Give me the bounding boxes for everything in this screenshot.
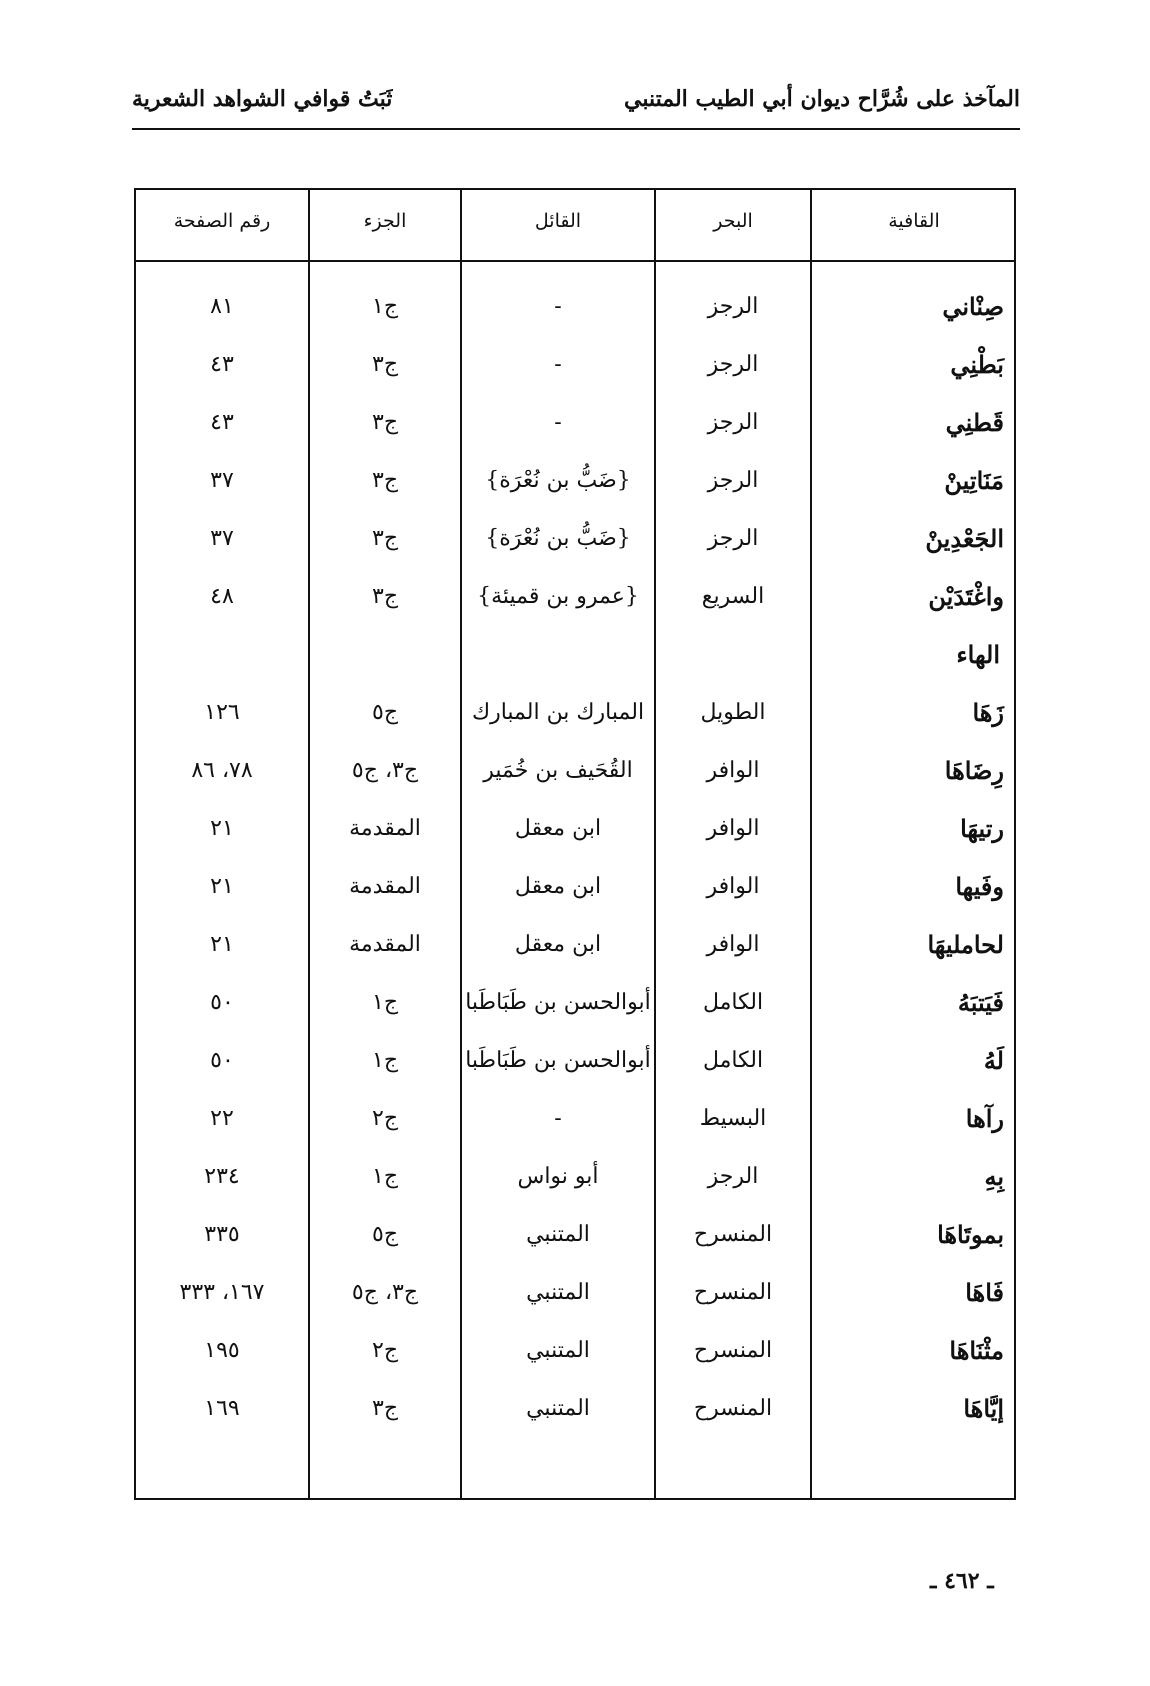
meter-cell: الكامل xyxy=(702,990,764,1015)
table-row xyxy=(136,510,1014,568)
header-page: رقم الصفحة xyxy=(173,210,271,232)
rhyme-cell: واغْتَدَيْن xyxy=(928,582,1004,611)
meter-cell: الرجز xyxy=(707,526,759,551)
poet-cell: {ضَبُّ بن نُعْرَة} xyxy=(485,468,631,493)
section-heading: الهاء xyxy=(956,640,1000,669)
book-title: المآخذ على شُرَّاح ديوان أبي الطيب المتنبي xyxy=(624,86,1020,112)
meter-cell: الرجز xyxy=(707,468,759,493)
page-number: ـ ٤٦٢ ـ xyxy=(930,1568,994,1594)
page-cell: ٣٧ xyxy=(210,526,234,551)
header-poet: القائل xyxy=(534,210,582,232)
meter-cell: الوافر xyxy=(706,816,760,841)
table-row xyxy=(136,858,1014,916)
volume-cell: ج٣ xyxy=(371,526,399,551)
page-cell: ١٦٩ xyxy=(204,1396,240,1421)
poet-cell: المتنبي xyxy=(526,1338,590,1363)
poet-cell: القُحَيف بن خُمَير xyxy=(483,758,633,783)
meter-cell: المنسرح xyxy=(693,1396,773,1421)
meter-cell: الرجز xyxy=(707,352,759,377)
poet-cell: {عمرو بن قميئة} xyxy=(477,584,639,609)
rhyme-cell: بموتَاهَا xyxy=(937,1220,1004,1249)
poet-cell: - xyxy=(554,1106,562,1131)
meter-cell: المنسرح xyxy=(693,1338,773,1363)
volume-cell: ج١ xyxy=(371,1048,399,1073)
rhyme-cell: الجَعْدِينْ xyxy=(925,524,1004,553)
table-row xyxy=(136,568,1014,626)
poet-cell: المتنبي xyxy=(526,1280,590,1305)
meter-cell: الرجز xyxy=(707,294,759,319)
table-row xyxy=(136,742,1014,800)
rhyme-cell: صِنْاني xyxy=(942,292,1004,321)
rhyme-cell: رآها xyxy=(965,1104,1004,1133)
rhyme-cell: إيَّاهَا xyxy=(963,1394,1004,1423)
volume-cell: المقدمة xyxy=(349,874,421,899)
volume-cell: ج٣ xyxy=(371,352,399,377)
page-cell: ٧٨، ٨٦ xyxy=(191,758,253,783)
poet-cell: {ضَبُّ بن نُعْرَة} xyxy=(485,526,631,551)
page-cell: ٥٠ xyxy=(210,1048,234,1073)
page-cell: ١٦٧، ٣٣٣ xyxy=(179,1280,265,1305)
volume-cell: ج٥ xyxy=(371,700,399,725)
volume-cell: ج٣ xyxy=(371,410,399,435)
meter-cell: المنسرح xyxy=(693,1222,773,1247)
page-cell: ١٩٥ xyxy=(204,1338,240,1363)
rhymes-table xyxy=(134,188,1016,1500)
volume-cell: ج٣ xyxy=(371,468,399,493)
rhyme-cell: مثْنَاهَا xyxy=(949,1336,1004,1365)
table-row xyxy=(136,278,1014,336)
volume-cell: ج١ xyxy=(371,990,399,1015)
header-divider xyxy=(132,128,1020,130)
page-cell: ٤٣ xyxy=(210,410,234,435)
rhyme-cell: فَيَتبَهُ xyxy=(957,988,1004,1017)
page-cell: ٤٨ xyxy=(210,584,234,609)
poet-cell: - xyxy=(554,294,562,319)
meter-cell: البسيط xyxy=(699,1106,767,1131)
poet-cell: - xyxy=(554,410,562,435)
rhyme-cell: لَهُ xyxy=(983,1046,1004,1075)
poet-cell: المتنبي xyxy=(526,1222,590,1247)
table-row xyxy=(136,394,1014,452)
page-cell: ١٢٦ xyxy=(204,700,240,725)
meter-cell: الرجز xyxy=(707,1164,759,1189)
page-cell: ٨١ xyxy=(210,294,234,319)
poet-cell: ابن معقل xyxy=(514,816,602,841)
meter-cell: الوافر xyxy=(706,758,760,783)
meter-cell: السريع xyxy=(701,584,765,609)
rhyme-cell: فَاهَا xyxy=(965,1278,1004,1307)
meter-cell: الرجز xyxy=(707,410,759,435)
page-cell: ٢١ xyxy=(210,874,234,899)
volume-cell: ج٣، ج٥ xyxy=(351,758,419,783)
table-row xyxy=(136,916,1014,974)
rhyme-cell: لحامليهَا xyxy=(927,930,1004,959)
page-cell: ٢١ xyxy=(210,932,234,957)
poet-cell: ابن معقل xyxy=(514,932,602,957)
table-row xyxy=(136,1380,1014,1438)
page-cell: ٢٢ xyxy=(210,1106,234,1131)
page-cell: ٣٣٥ xyxy=(204,1222,240,1247)
poet-cell: أبو نواس xyxy=(517,1164,599,1189)
table-row xyxy=(136,452,1014,510)
table-row xyxy=(136,1264,1014,1322)
volume-cell: ج١ xyxy=(371,294,399,319)
volume-cell: ج١ xyxy=(371,1164,399,1189)
page-cell: ٢١ xyxy=(210,816,234,841)
section-title: ثَبَتُ قوافي الشواهد الشعرية xyxy=(132,86,393,112)
table-row xyxy=(136,1148,1014,1206)
table-row xyxy=(136,1032,1014,1090)
table-row xyxy=(136,1206,1014,1264)
page-cell: ٣٧ xyxy=(210,468,234,493)
meter-cell: الكامل xyxy=(702,1048,764,1073)
page-cell: ٢٣٤ xyxy=(204,1164,240,1189)
table-row xyxy=(136,1090,1014,1148)
table-row xyxy=(136,336,1014,394)
meter-cell: المنسرح xyxy=(693,1280,773,1305)
table-row xyxy=(136,974,1014,1032)
volume-cell: ج٣، ج٥ xyxy=(351,1280,419,1305)
header-row-divider xyxy=(136,260,1014,262)
poet-cell: المبارك بن المبارك xyxy=(471,700,645,725)
rhyme-cell: وفَيها xyxy=(955,872,1004,901)
poet-cell: أبوالحسن بن طَبَاطَبا xyxy=(465,1048,651,1073)
header-volume: الجزء xyxy=(363,210,407,232)
rhyme-cell: قَطنِي xyxy=(945,408,1004,437)
volume-cell: ج٥ xyxy=(371,1222,399,1247)
meter-cell: الطويل xyxy=(700,700,766,725)
rhyme-cell: مَنَاتِينْ xyxy=(944,466,1004,495)
volume-cell: ج٣ xyxy=(371,1396,399,1421)
header-rhyme: القافية xyxy=(888,210,940,232)
rhyme-cell: زَهَا xyxy=(972,698,1004,727)
table-row xyxy=(136,800,1014,858)
poet-cell: المتنبي xyxy=(526,1396,590,1421)
rhyme-cell: رِضَاهَا xyxy=(944,756,1004,785)
table-row xyxy=(136,684,1014,742)
running-head xyxy=(132,86,1020,126)
volume-cell: المقدمة xyxy=(349,932,421,957)
header-meter: البحر xyxy=(713,210,753,232)
poet-cell: ابن معقل xyxy=(514,874,602,899)
page-cell: ٥٠ xyxy=(210,990,234,1015)
poet-cell: - xyxy=(554,352,562,377)
volume-cell: ج٢ xyxy=(371,1106,399,1131)
meter-cell: الوافر xyxy=(706,874,760,899)
page-cell: ٤٣ xyxy=(210,352,234,377)
meter-cell: الوافر xyxy=(706,932,760,957)
volume-cell: ج٣ xyxy=(371,584,399,609)
rhyme-cell: رتيهَا xyxy=(960,814,1004,843)
poet-cell: أبوالحسن بن طَبَاطَبا xyxy=(465,990,651,1015)
volume-cell: ج٢ xyxy=(371,1338,399,1363)
volume-cell: المقدمة xyxy=(349,816,421,841)
table-row xyxy=(136,1322,1014,1380)
rhyme-cell: بِهِ xyxy=(984,1162,1004,1191)
rhyme-cell: بَطْنِي xyxy=(950,350,1004,379)
